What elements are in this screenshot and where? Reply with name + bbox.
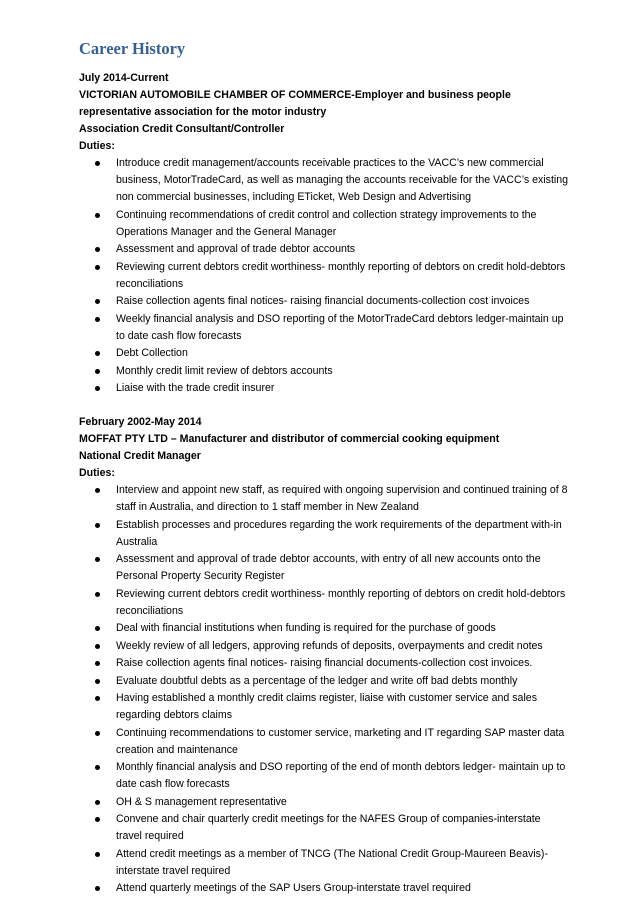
duty-text: Weekly financial analysis and DSO reporting of the MotorTradeCard debtors ledger-maintain up to date cash flow forecasts (116, 312, 564, 342)
duty-item (79, 811, 569, 845)
bullet-icon (95, 523, 100, 528)
job-company: MOFFAT PTY LTD – Manufacturer and distributor of commercial cooking equipment (79, 433, 500, 445)
duty-item (79, 655, 569, 672)
duty-text: Continuing recommendations of credit control and collection strategy improvements to the Operations Manager and the General Manager (116, 208, 537, 238)
duty-text: Monthly financial analysis and DSO reporting of the end of month debtors ledger- maintain up to date cash flow forecasts (116, 761, 566, 790)
bullet-icon (95, 731, 100, 736)
job-role: Association Credit Consultant/Controller (79, 123, 285, 135)
bullet-icon (95, 886, 100, 891)
duty-item (79, 690, 569, 724)
duty-item (79, 620, 569, 637)
job-dates: February 2002-May 2014 (79, 416, 202, 428)
bullet-icon (95, 679, 100, 684)
duty-text: Monthly credit limit review of debtors accounts (116, 364, 333, 377)
bullet-icon (95, 592, 100, 597)
duty-text: Evaluate doubtful debts as a percentage of the ledger and write off bad debts monthly (116, 674, 518, 687)
duty-item (79, 759, 569, 793)
bullet-icon (95, 644, 100, 649)
duty-item (79, 363, 569, 380)
duty-item (79, 586, 569, 620)
duties-label: Duties: (79, 140, 115, 152)
duty-text: Reviewing current debtors credit worthiness- monthly reporting of debtors on credit hold-debtors reconciliations (116, 260, 566, 290)
duty-text: Interview and appoint new staff, as required with ongoing supervision and continued training of 8 staff in Australia, and direction to 1 staff member in New Zealand (116, 484, 568, 513)
duty-text: Attend quarterly meetings of the SAP Users Group-interstate travel required (116, 882, 471, 894)
duty-text: Debt Collection (116, 347, 188, 359)
duty-item (79, 207, 569, 241)
resume-page (79, 38, 569, 897)
duty-item (79, 155, 569, 206)
duty-item (79, 794, 569, 811)
bullet-icon (95, 765, 100, 770)
duties-list (79, 482, 569, 897)
bullet-icon (95, 852, 100, 857)
duty-text: Continuing recommendations to customer service, marketing and IT regarding SAP master data creation and maintenance (116, 726, 565, 756)
bullet-icon (95, 800, 100, 805)
bullet-icon (95, 626, 100, 631)
bullet-icon (95, 696, 100, 701)
duty-text: Reviewing current debtors credit worthiness- monthly reporting of debtors on credit hold-debtors reconciliations (116, 587, 566, 617)
duty-text: Raise collection agents final notices- raising financial documents-collection cost invoices. (116, 657, 533, 669)
duty-text: Deal with financial institutions when funding is required for the purchase of goods (116, 622, 496, 634)
bullet-icon (95, 213, 100, 218)
duty-item (79, 517, 569, 551)
duty-item (79, 725, 569, 759)
bullet-icon (95, 247, 100, 252)
duty-text: Liaise with the trade credit insurer (116, 382, 275, 394)
bullet-icon (95, 557, 100, 562)
bullet-icon (95, 661, 100, 666)
duty-text: Establish processes and procedures regarding the work requirements of the department with-in Australia (116, 518, 562, 548)
duty-text: Having established a monthly credit claims register, liaise with customer service and sales regarding debtors claims (116, 692, 537, 721)
duty-item (79, 482, 569, 516)
bullet-icon (95, 817, 100, 822)
job-company: VICTORIAN AUTOMOBILE CHAMBER OF COMMERCE-Employer and business people representative association for the motor industry (79, 89, 511, 118)
duty-item (79, 311, 569, 345)
duty-text: Attend credit meetings as a member of TNCG (The National Credit Group-Maureen Beavis)-interstate travel required (116, 847, 548, 877)
duty-item (79, 880, 569, 897)
job-entry-moffat (79, 414, 569, 897)
bullet-icon (95, 488, 100, 493)
bullet-icon (95, 369, 100, 374)
bullet-icon (95, 299, 100, 304)
job-role: National Credit Manager (79, 450, 201, 462)
duty-text: OH & S management representative (116, 795, 287, 808)
duty-item (79, 345, 569, 362)
job-entry-vacc (79, 70, 569, 397)
duty-item (79, 293, 569, 310)
duty-text: Assessment and approval of trade debtor accounts, with entry of all new accounts onto the Personal Property Security Register (116, 553, 541, 582)
bullet-icon (95, 386, 100, 391)
duty-item (79, 673, 569, 690)
duty-text: Weekly review of all ledgers, approving refunds of deposits, overpayments and credit notes (116, 639, 543, 652)
job-dates: July 2014-Current (79, 72, 169, 84)
duties-list (79, 155, 569, 397)
duty-item (79, 259, 569, 293)
bullet-icon (95, 161, 100, 166)
duty-text: Introduce credit management/accounts receivable practices to the VACC’s new commercial business, MotorTradeCard, as well as managing the accounts receivable for the VACC’s existing non commercial businesses, including ETicket, Web Design and Advertising (116, 157, 569, 203)
duty-item (79, 846, 569, 880)
duty-text: Assessment and approval of trade debtor accounts (116, 243, 356, 255)
bullet-icon (95, 351, 100, 356)
section-title: Career History (79, 39, 186, 58)
bullet-icon (95, 317, 100, 322)
duty-item (79, 380, 569, 397)
duties-label: Duties: (79, 467, 115, 479)
duty-item (79, 638, 569, 655)
bullet-icon (95, 265, 100, 270)
duty-item (79, 241, 569, 258)
duty-text: Convene and chair quarterly credit meetings for the NAFES Group of companies-interstate travel required (116, 813, 541, 842)
duty-text: Raise collection agents final notices- raising financial documents-collection cost invoices (116, 295, 530, 307)
duty-item (79, 551, 569, 585)
